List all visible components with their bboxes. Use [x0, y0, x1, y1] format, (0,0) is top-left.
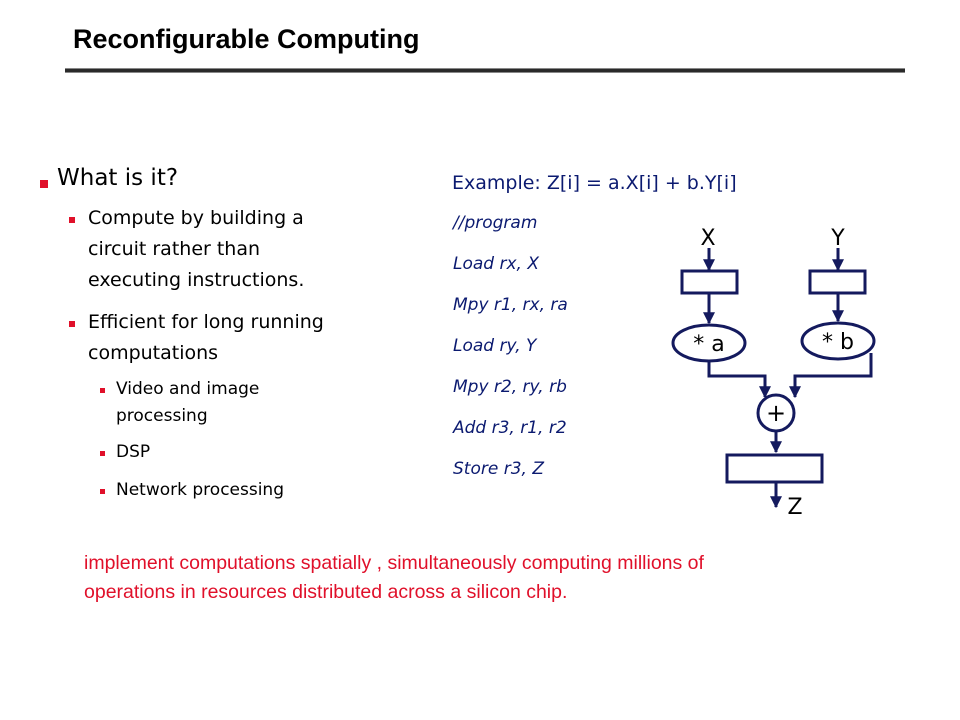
input-y-label: Y — [831, 226, 845, 251]
code-line: //program — [453, 213, 538, 233]
output-z-label: Z — [787, 495, 803, 520]
code-line: Add r3, r1, r2 — [453, 418, 567, 438]
code-line: Mpy r2, ry, rb — [453, 377, 567, 397]
code-line: Store r3, Z — [453, 459, 544, 479]
code-line: Load ry, Y — [453, 336, 537, 356]
bullet-what-is-it: What is it? — [57, 165, 179, 191]
multiplier-a-label: * a — [693, 332, 725, 357]
bullet-dsp: DSP — [116, 442, 151, 462]
register-y — [810, 271, 865, 293]
example-heading: Example: Z[i] = a.X[i] + b.Y[i] — [452, 172, 737, 194]
bullet-compute-by-building: Compute by building a circuit rather than executing instructions. — [88, 207, 305, 291]
code-line: Load rx, X — [453, 254, 539, 274]
adder-label: + — [765, 399, 787, 427]
bullet-video-and-image: Video and image processing — [116, 379, 260, 426]
register-z — [727, 455, 822, 482]
register-x — [682, 271, 737, 293]
bullet-network-processing: Network processing — [116, 480, 284, 500]
summary-note: implement computations spatially , simultaneously computing millions of operations in resources distributed across a silicon chip. — [84, 552, 704, 603]
input-x-label: X — [700, 226, 716, 251]
multiplier-b-label: * b — [822, 330, 854, 355]
code-line: Mpy r1, rx, ra — [453, 295, 568, 315]
wire-a-add — [709, 361, 765, 397]
bullet-efficient-for-long-running: Efficient for long running computations — [88, 311, 324, 364]
page-title: Reconfigurable Computing — [73, 24, 420, 54]
